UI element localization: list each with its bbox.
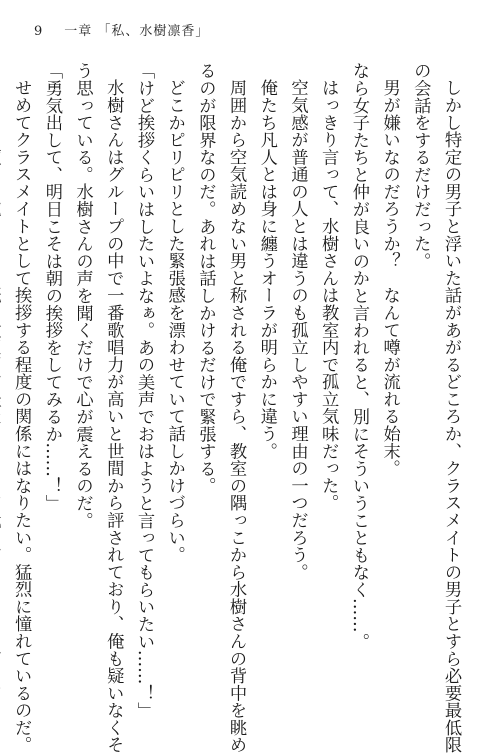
- text-line: 俺たち凡人とは身に纏うオーラが明らかに違う。: [256, 79, 277, 460]
- text-line: 水樹さんはグループの中で一番歌唱力が高いと世間から評されており、俺も疑いなくそ: [103, 79, 124, 754]
- text-line: 周囲から空気読めない男と称される俺ですら、教室の隅っこから水樹さんの背中を眺め: [226, 79, 247, 754]
- text-line: どこかピリピリとした緊張感を漂わせていて話しかけづらい。: [164, 79, 185, 564]
- text-line: 「けど挨拶くらいはしたいよなぁ。あの美声でおはようと言ってもらいたい……！」: [133, 62, 154, 720]
- text-line: 「勇気出して、明日こそは朝の挨拶をしてみるか……！」: [41, 62, 62, 512]
- text-line: せめてクラスメイトとして挨拶する程度の関係にはなりたい。猛烈に憧れているのだ。: [11, 79, 32, 754]
- vertical-body-text: [11, 62, 466, 754]
- text-line: はっきり言って、水樹さんは教室内で孤立気味だった。: [318, 79, 339, 512]
- chapter-title: 一章 「私、水樹凛香」: [64, 24, 210, 39]
- page-number: 9: [34, 24, 43, 39]
- text-line: るのが限界なのだ。あれは話しかけるだけで緊張する。: [195, 62, 216, 495]
- text-line: なら女子たちと仲が良いのかと言われると、別にそういうこともなく……。: [348, 62, 369, 650]
- running-header: [34, 20, 209, 39]
- text-line: しかし特定の男子と浮いた話があがるどころか、クラスメイトの男子とすら必要最低限: [441, 79, 461, 754]
- text-line: 男が嫌いなのだろうか？ なんて噂が流れる始末。: [379, 79, 400, 477]
- text-line: [0, 62, 5, 684]
- text-line: の会話をするだけだった。: [410, 62, 431, 270]
- text-line: 空気感が普通の人とは違うのも孤立しやすい理由の一つだろう。: [287, 79, 308, 581]
- text-line: う思っている。水樹さんの声を聞くだけで心が震えるのだ。: [72, 62, 93, 529]
